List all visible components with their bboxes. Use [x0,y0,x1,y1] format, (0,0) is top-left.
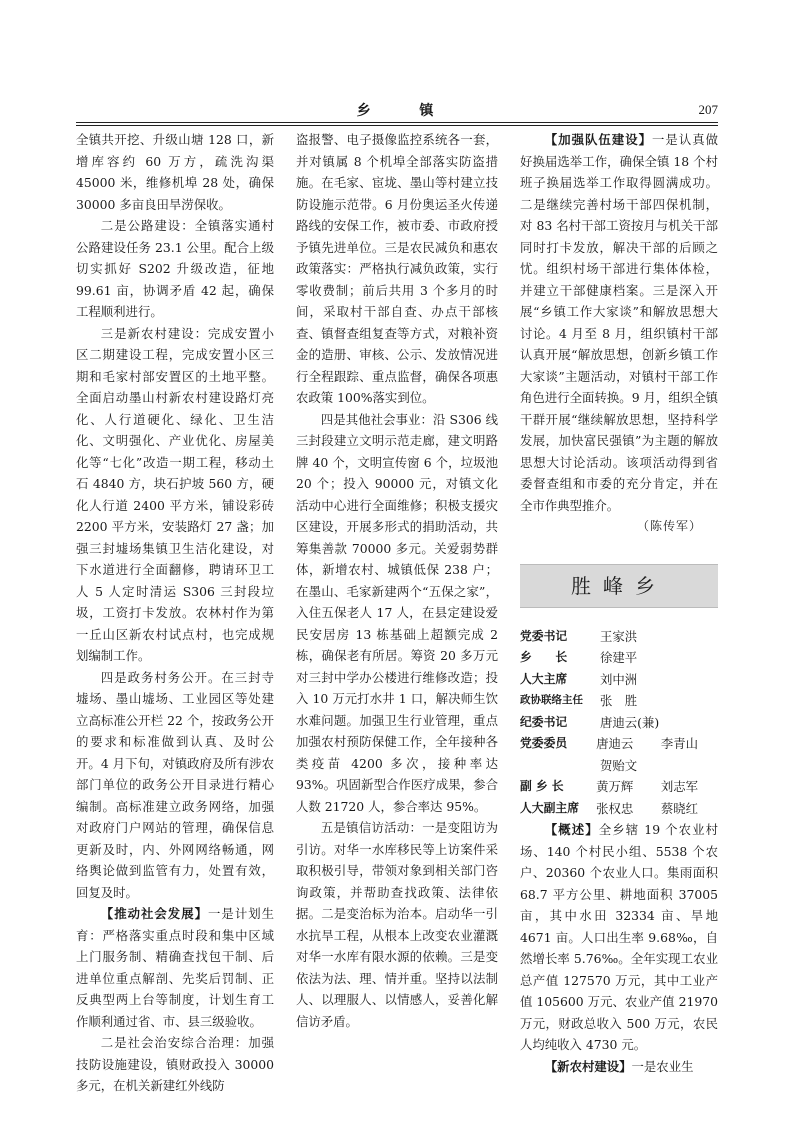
official-role: 人大副主席 [520,800,579,815]
official-row [520,798,718,820]
paragraph-text: 一是农业生 [631,1058,694,1074]
paragraph [76,903,274,1032]
header-rule-thin [76,125,718,126]
page-number: 207 [698,102,718,117]
official-role: 党委书记 [520,628,568,643]
official-row [520,626,718,648]
official-name: 徐建平 [600,650,638,665]
official-row [520,755,718,777]
official-role: 人大主席 [520,671,568,686]
section-heading: 【概述】 [544,822,599,837]
official-role: 乡 长 [520,650,568,664]
page-header [76,102,718,124]
official-name: 唐迪云(兼) [600,714,660,730]
official-row [520,712,718,734]
official-row [520,690,718,712]
section-heading: 【新农村建设】 [544,1058,632,1074]
official-name: 王家洪 [600,628,638,644]
column-left [76,129,274,1097]
official-name: 蔡晓红 [660,800,699,816]
official-row [520,647,718,669]
official-name: 唐迪云 [596,736,634,751]
official-role [520,755,600,777]
official-name: 张 胜 [600,693,638,708]
officials-list [520,626,718,820]
official-role: 副 乡 长 [520,779,564,793]
header-rule-thick [76,122,718,123]
official-name: 黄万辉 [596,779,634,794]
paragraph: 三是新农村建设：完成安置小区二期建设工程，完成安置小区三期和毛家村部安置区的土地平整。全面启动墨山村新农村建设路灯亮化、人行道硬化、绿化、卫生洁化、文明强化、产业优化、房屋美化等“七化”改造一期工程，移动土石 4840 方，块石护坡 560 方，硬化人行道 2400 平方米，铺设彩砖 2200 平方米，安装路灯 27 盏；加强三封墟场集镇卫生洁化建设，对下水道进行全面翻修，聘请环卫工人 5 人定时清运 S306 三封段垃圾，工资打卡发放。农林村作为第一丘山区新农村试点村，也完成规划编制工作。 [76,325,274,663]
paragraph-text: 一是计划生育：严格落实重点时段和集中区域上门服务制、精确查找包干制、后进单位重点解剖、先奖后罚制、正反典型两上台等制度，计划生育工作顺利通过省、市、县三级验收。 [76,906,275,1029]
paragraph: 二是公路建设：全镇落实通村公路建设任务 23.1 公里。配合上级切实抓好 S202 升级改造，征地 99.61 亩，协调矛盾 42 起，确保工程顺利进行。 [76,218,274,319]
official-role: 政协联络主任 [520,694,583,706]
paragraph [520,1056,718,1078]
official-row [520,776,718,798]
paragraph: 四是政务村务公开。在三封寺墟场、墨山墟场、工业园区等处建立高标准公开栏 22 个，按政务公开的要求和标准做到认真、及时公开。4 月下旬，对镇政府及所有涉农部门单位的政务公开目录进行精心编制。高标准建立政务网络，加强对政府门户网站的管理，确保信息更新及时，内、外网网络畅通，网络舆论做到监管有力，处置有效，回复及时。 [76,669,274,900]
paragraph: 全镇共开挖、升级山塘 128 口，新增库容约 60 万方，疏洗沟渠 45000 米，维修机埠 28 处，确保 30000 多亩良田旱涝保收。 [76,132,274,212]
paragraph: 盗报警、电子摄像监控系统各一套，并对镇属 8 个机埠全部落实防盗措施。在毛家、宦垅、墨山等村建立技防设施示范带。6 月份奥运圣火传递路线的安保工作，被市委、市政府授予镇先进单位。三是农民减负和惠农政策落实：严格执行减负政策，实行零收费制；前后共用 3 个多月的时间，采取村干部自查、办点干部核查、镇督查组复查等方式，对粮补资金的造册、审核、公示、发放情况进行全程跟踪、重点监督，确保各项惠农政策 100%落实到位。 [296,132,498,405]
official-row [520,733,718,755]
paragraph: 四是其他社会事业：沿 S306 线三封段建立文明示范走廊，建文明路牌 40 个，文明宣传窗 6 个，垃圾池 20 个；投入 90000 元，对镇文化活动中心进行全面维修；积极支援灾区建设，开展多形式的捐助活动，共筹集善款 70000 多元。关爱弱势群体，新增农村、城镇低保 238 户；在墨山、毛家新建两个“五保之家”，入住五保老人 17 人，在县定建设爱民安居房 13 栋基础上超额完成 2 栋，确保老有所居。筹资 20 多万元对三封中学办公楼进行维修改造；投入 10 万元打水井 1 口，解决师生饮水难问题。加强卫生行业管理，重点加强农村预防保健工作，全年接种各类疫苗 4200 多次，接种率达 93%。巩固新型合作医疗成果，参合人数 21720 人，参合率达 95%。 [296,411,498,814]
official-name: 李青山 [660,736,699,751]
official-row [520,669,718,691]
paragraph: 五是镇信访活动：一是变阻访为引访。对华一水库移民等上访案件采取积极引导，带领对象到相关部门咨询政策，并帮助查找政策、法律依据。二是变治标为治本。启动华一引水抗旱工程，从根本上改变农业灌溉对华一水库有限水源的依赖。三是变依法为法、理、情并重。坚持以法制人、以理服人、以情感人，妥善化解信访矛盾。 [296,820,498,1029]
official-name: 贺贻文 [600,757,638,773]
official-role: 党委委员 [520,736,568,750]
paragraph-text: 全乡辖 19 个农业村场、140 个村民小组、5538 个农户、20360 个农业人口。集雨面积 68.7 平方公里、耕地面积 37005 亩，其中水田 32334 亩、旱地 4671 亩。人口出生率 9.68‰，自然增长率 5.76‰。全年实现工农业总产值 127570 万元，其中工业产值 105600 万元、农业产值 21970 万元，财政总收入 500 万元，农民人均纯收入 4730 元。 [520,822,718,1052]
author-credit: （陈传军） [636,519,702,533]
paragraph [520,819,718,1056]
column-right [520,129,718,1077]
section-banner: 胜峰乡 [520,564,718,608]
paragraph [520,129,718,516]
official-role: 纪委书记 [520,714,568,729]
column-middle [296,129,498,1032]
paragraph: 二是社会治安综合治理：加强技防设施建设，镇财政投入 30000 多元，在机关新建红外线防 [76,1035,274,1093]
section-heading: 【加强队伍建设】 [544,132,653,147]
official-name: 刘志军 [660,779,699,794]
paragraph-text: 一是认真做好换届选举工作，确保全镇 18 个村班子换届选举工作取得圆满成功。二是继续完善村场干部四保机制，对 83 名村干部工资按月与机关干部同时打卡发放，解决干部的后顾之忧。组织村场干部进行集体体检，并建立干部健康档案。三是深入开展“乡镇工作大家谈”和解放思想大讨论。4 月至 8 月，组织镇村干部认真开展“解放思想，创新乡镇工作大家谈”主题活动，对镇村干部工作角色进行全面转换。9 月，组织全镇干群开展“继续解放思想，坚持科学发展，加快富民强镇”为主题的解放思想大讨论活动。该项活动得到省委督查组和市委的充分肯定，并在全市作典型推介。 [520,132,719,513]
official-name: 刘中洲 [600,671,638,687]
section-heading: 【推动社会发展】 [100,906,209,921]
running-title: 乡 镇 [356,103,456,119]
official-name: 张权忠 [596,800,634,816]
